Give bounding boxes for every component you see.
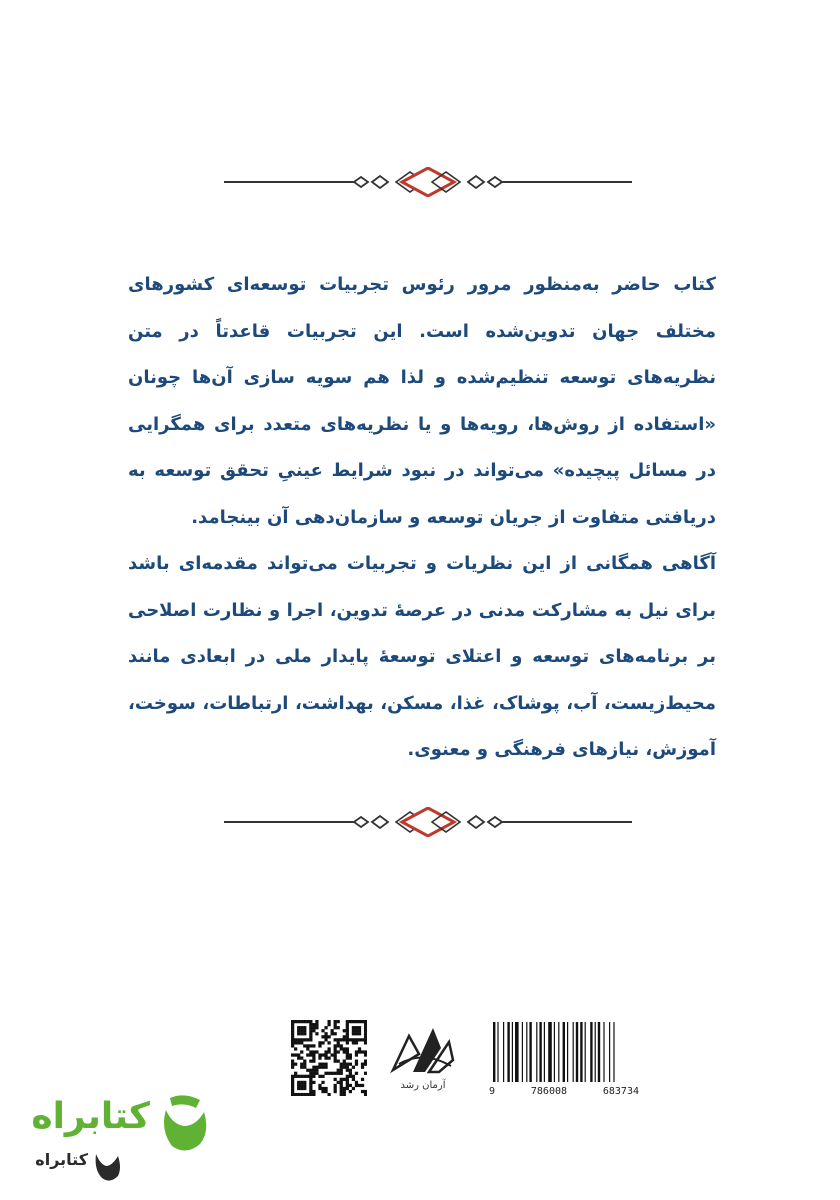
ketabrah-watermark	[31, 1090, 218, 1190]
back-cover-blurb	[128, 262, 716, 774]
ketabrah-logo-icon	[156, 1090, 212, 1156]
isbn-prefix: 9	[489, 1086, 496, 1097]
blurb-paragraph-2: آگاهی همگانی از این نظریات و تجربیات می‌تواند مقدمه‌ای باشد برای نیل به مشارکت مدنی در عرصهٔ تدوین، اجرا و نظارت اصلاحی بر برنامه‌های توسعه و اعتلای توسعهٔ پایدار ملی در ابعادی مانند محیط‌زیست، آب، پوشاک، غذا، مسکن، بهداشت، ارتباطات، سوخت، آموزش، نیازهای فرهنگی و معنوی.	[128, 553, 716, 760]
qr-code-icon	[291, 1020, 367, 1096]
ketabrah-wordmark: کتابراه	[31, 1096, 150, 1137]
isbn-group-2: 683734	[602, 1086, 639, 1097]
ornament-divider-top	[224, 167, 632, 197]
ketabrah-small-logo-icon	[90, 1148, 124, 1184]
blurb-paragraph-1: کتاب حاضر به‌منظور مرور رئوس تجربیات توسعه‌ای کشورهای مختلف جهان تدوین‌شده است. این تجربیات قاعدتاً در متن نظریه‌های توسعه تنظیم‌شده و لذا هم سویه سازی آن‌ها چونان «استفاده از روش‌ها، رویه‌ها و یا نظریه‌های متعدد برای همگرایی در مسائل پیچیده» می‌تواند در نبود شرایط عینیِ تحقق توسعه به دریافتی متفاوت از جریان توسعه و سازمان‌دهی آن بینجامد.	[128, 274, 716, 528]
isbn-group-1: 786008	[530, 1086, 568, 1097]
ketabrah-wordmark-small: کتابراه	[35, 1150, 88, 1169]
publisher-logo	[379, 1020, 467, 1100]
isbn-digits	[489, 1086, 639, 1097]
publisher-logo-icon	[379, 1020, 467, 1080]
ornament-divider-bottom	[224, 807, 632, 837]
publisher-name: آرمان رشد	[400, 1080, 446, 1091]
barcode	[489, 1020, 639, 1102]
barcode-icon	[489, 1020, 639, 1084]
